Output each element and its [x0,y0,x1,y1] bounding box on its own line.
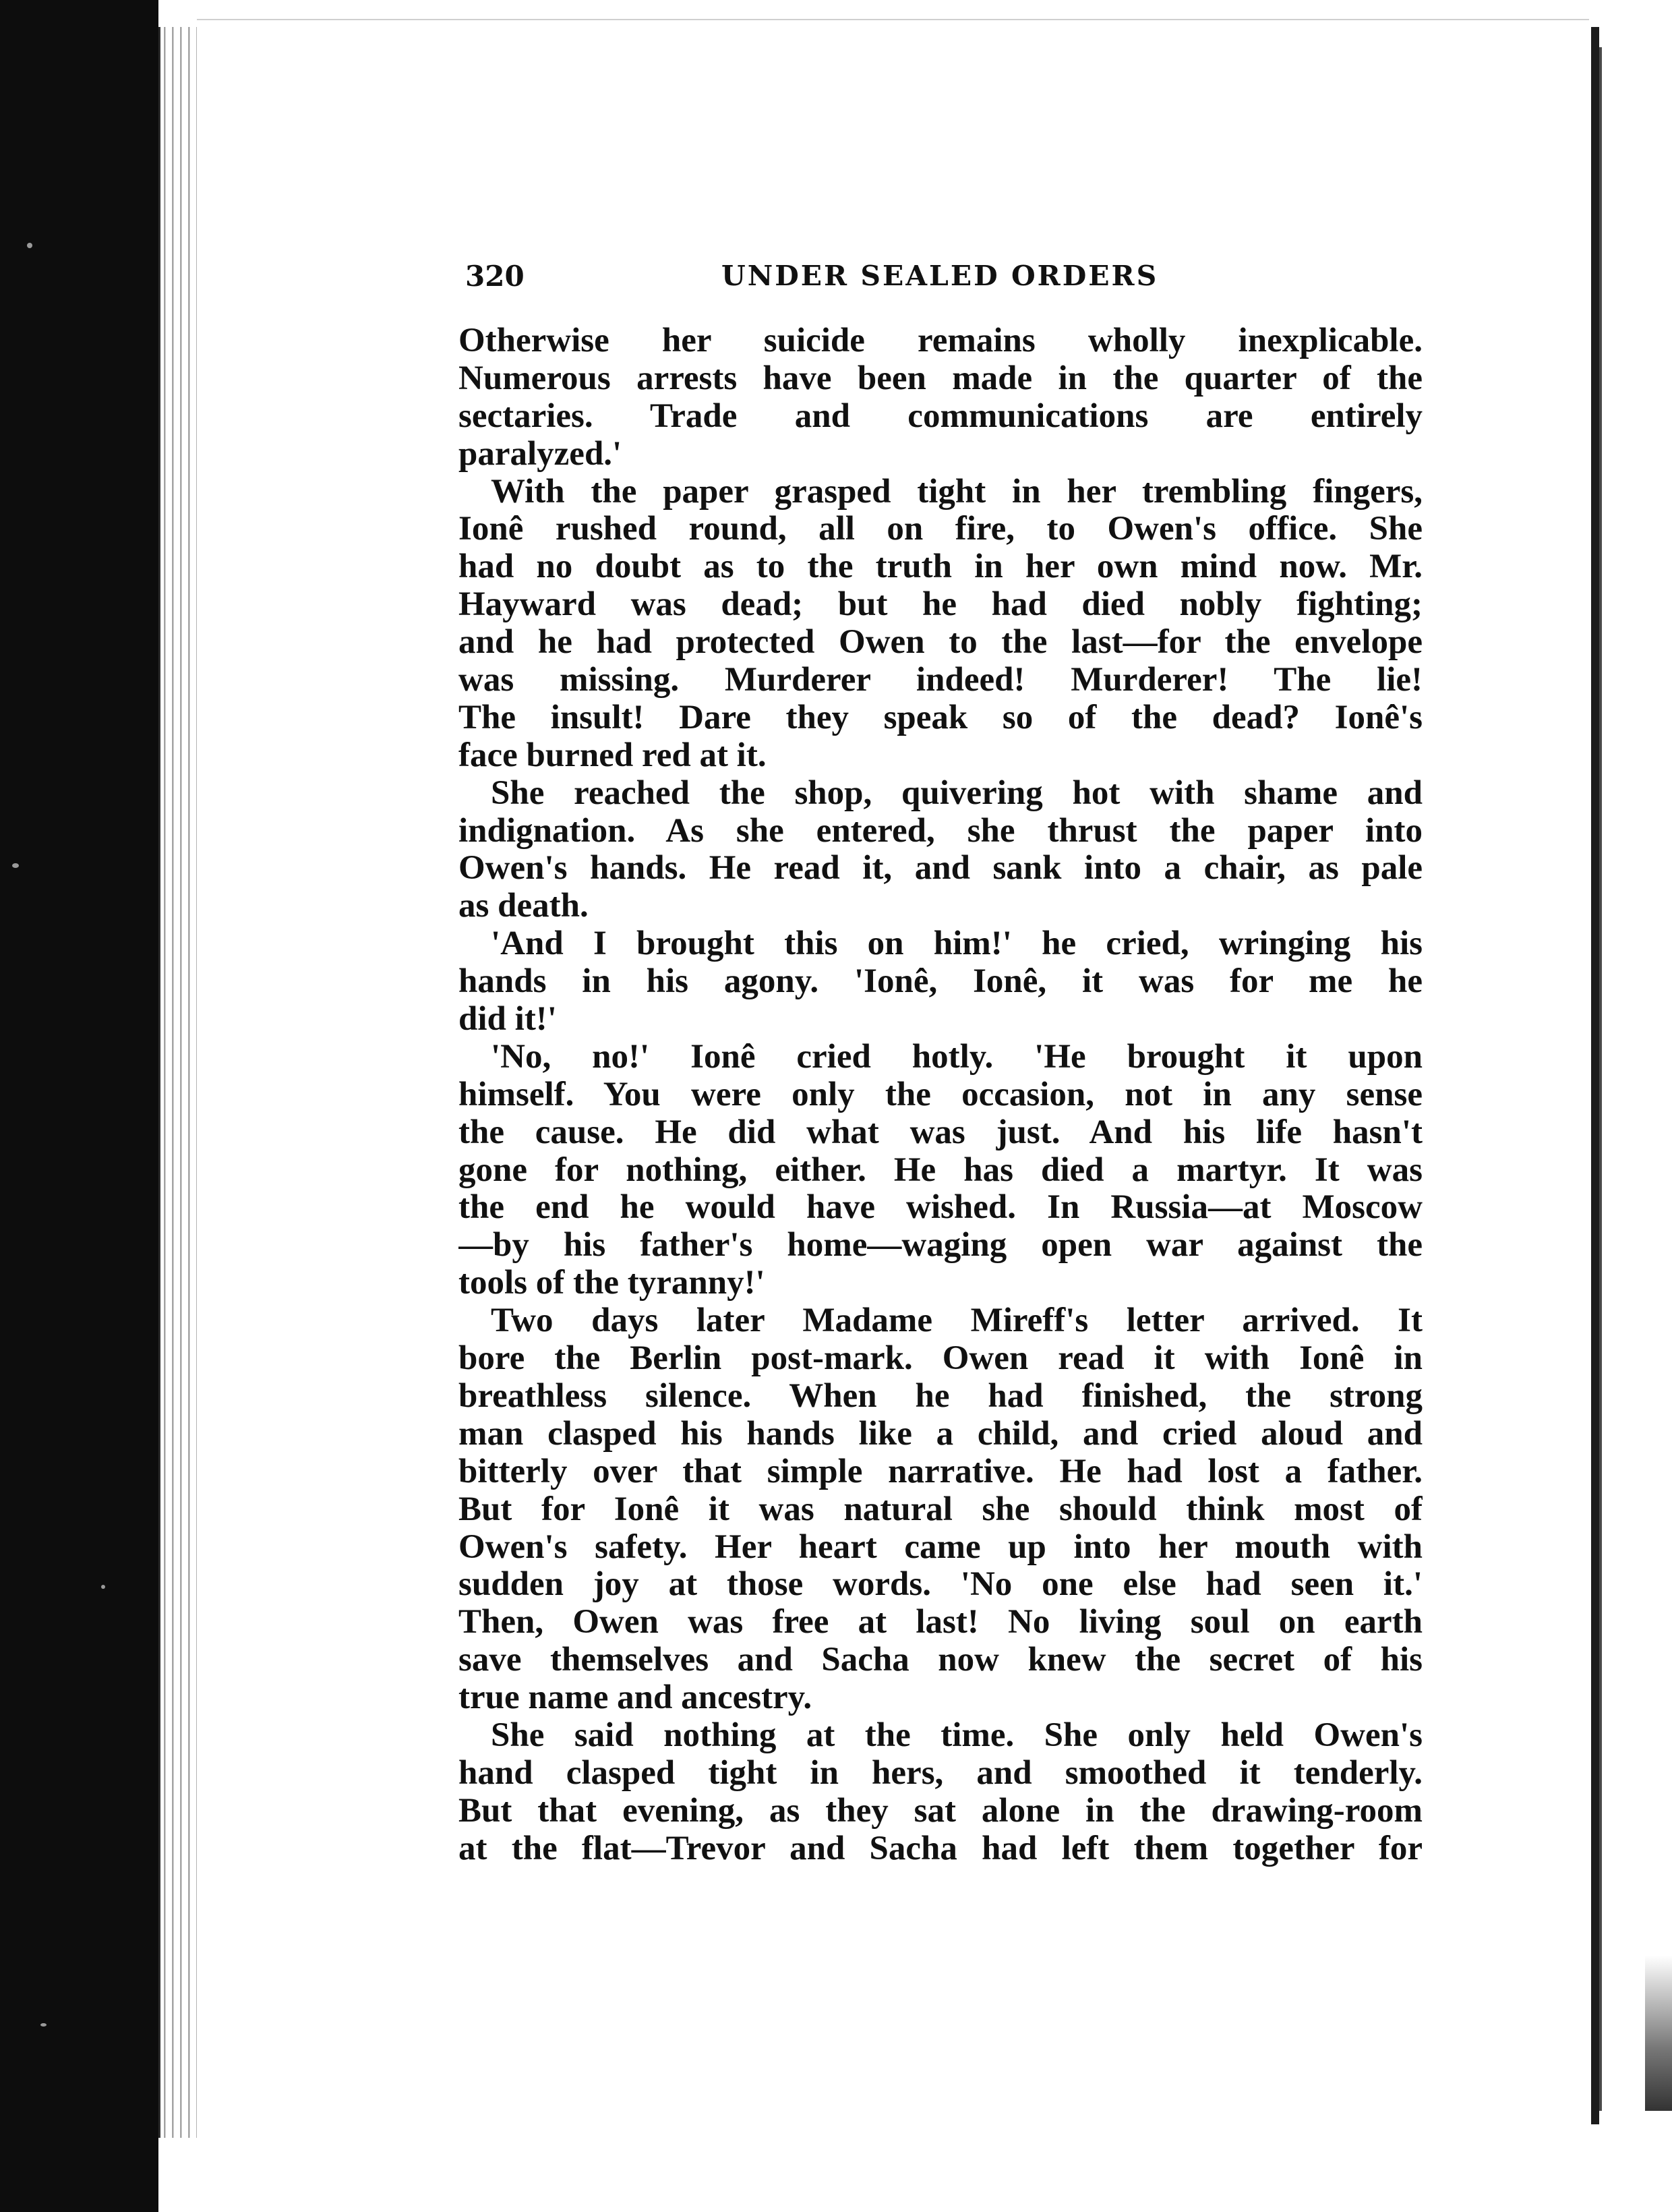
text-line: man clasped his hands like a child, and cried aloud and [458,1415,1423,1453]
dust-speck [101,1585,105,1589]
dust-speck [12,863,19,868]
text-line: Hayward was dead; but he had died nobly fighting; [458,586,1423,624]
text-line: paralyzed.' [458,435,622,473]
next-page-edge [1599,47,1672,2111]
text-line: had no doubt as to the truth in her own mind now. Mr. [458,548,1423,586]
gutter [1591,27,1599,2124]
dust-speck [27,243,32,248]
text-line: bitterly over that simple narrative. He had lost a father. [458,1453,1423,1490]
text-line: did it!' [458,1001,557,1039]
text-line: Numerous arrests have been made in the quarter of the [458,359,1423,397]
text-line: The insult! Dare they speak so of the dead? Ionê's [458,699,1423,736]
text-line: the cause. He did what was just. And his life hasn't [458,1113,1423,1151]
text-line: With the paper grasped tight in her trembling fingers, [491,473,1423,511]
text-line: himself. You were only the occasion, not in any sense [458,1076,1423,1113]
text-line: the end he would have wished. In Russia—at Moscow [458,1189,1423,1227]
text-line: hands in his agony. 'Ionê, Ionê, it was for me he [458,963,1423,1001]
text-line: save themselves and Sacha now knew the secret of his [458,1641,1423,1679]
text-line: 'No, no!' Ionê cried hotly. 'He brought it upon [491,1038,1423,1076]
text-line: Ionê rushed round, all on fire, to Owen's office. She [458,511,1423,548]
text-line: But for Ionê it was natural she should think most of [458,1490,1423,1528]
text-line: She reached the shop, quivering hot with shame and [491,774,1423,812]
dust-speck [40,2023,47,2027]
text-line: hand clasped tight in hers, and smoothed it tenderly. [458,1754,1423,1792]
text-line: Owen's hands. He read it, and sank into a chair, as pale [458,850,1423,887]
text-line: and he had protected Owen to the last—for the envelope [458,624,1423,662]
text-line: She said nothing at the time. She only held Owen's [491,1716,1423,1754]
text-line: 'And I brought this on him!' he cried, wringing his [491,925,1423,963]
page-number: 320 [465,260,525,293]
text-line: tools of the tyranny!' [458,1264,765,1302]
text-line: —by his father's home—waging open war against the [458,1227,1423,1264]
text-line: indignation. As she entered, she thrust the paper into [458,812,1423,850]
text-line: breathless silence. When he had finished, the strong [458,1377,1423,1415]
text-line: Then, Owen was free at last! No living soul on earth [458,1604,1423,1641]
text-line: gone for nothing, either. He has died a martyr. It was [458,1151,1423,1189]
text-line: sectaries. Trade and communications are entirely [458,397,1423,435]
text-line: at the flat—Trevor and Sacha had left them together for [458,1830,1423,1867]
text-line: Owen's safety. Her heart came up into her mouth with [458,1528,1423,1566]
text-line: as death. [458,887,589,925]
text-line: true name and ancestry. [458,1679,812,1717]
scanner-bed [0,0,158,2212]
page-edges [158,27,201,2138]
page-shadow [1645,1956,1672,2111]
text-line: was missing. Murderer indeed! Murderer! The lie! [458,662,1423,699]
text-line: Otherwise her suicide remains wholly inexplicable. [458,322,1423,359]
text-line: bore the Berlin post-mark. Owen read it with Ionê in [458,1340,1423,1378]
text-line: But that evening, as they sat alone in the drawing-room [458,1792,1423,1830]
body-text [458,322,1423,1868]
running-head [465,260,1429,307]
running-title: UNDER SEALED ORDERS [721,260,1159,292]
text-line: face burned red at it. [458,736,767,774]
text-line: sudden joy at those words. 'No one else had seen it.' [458,1566,1423,1604]
text-line: Two days later Madame Mireff's letter arrived. It [491,1302,1423,1340]
